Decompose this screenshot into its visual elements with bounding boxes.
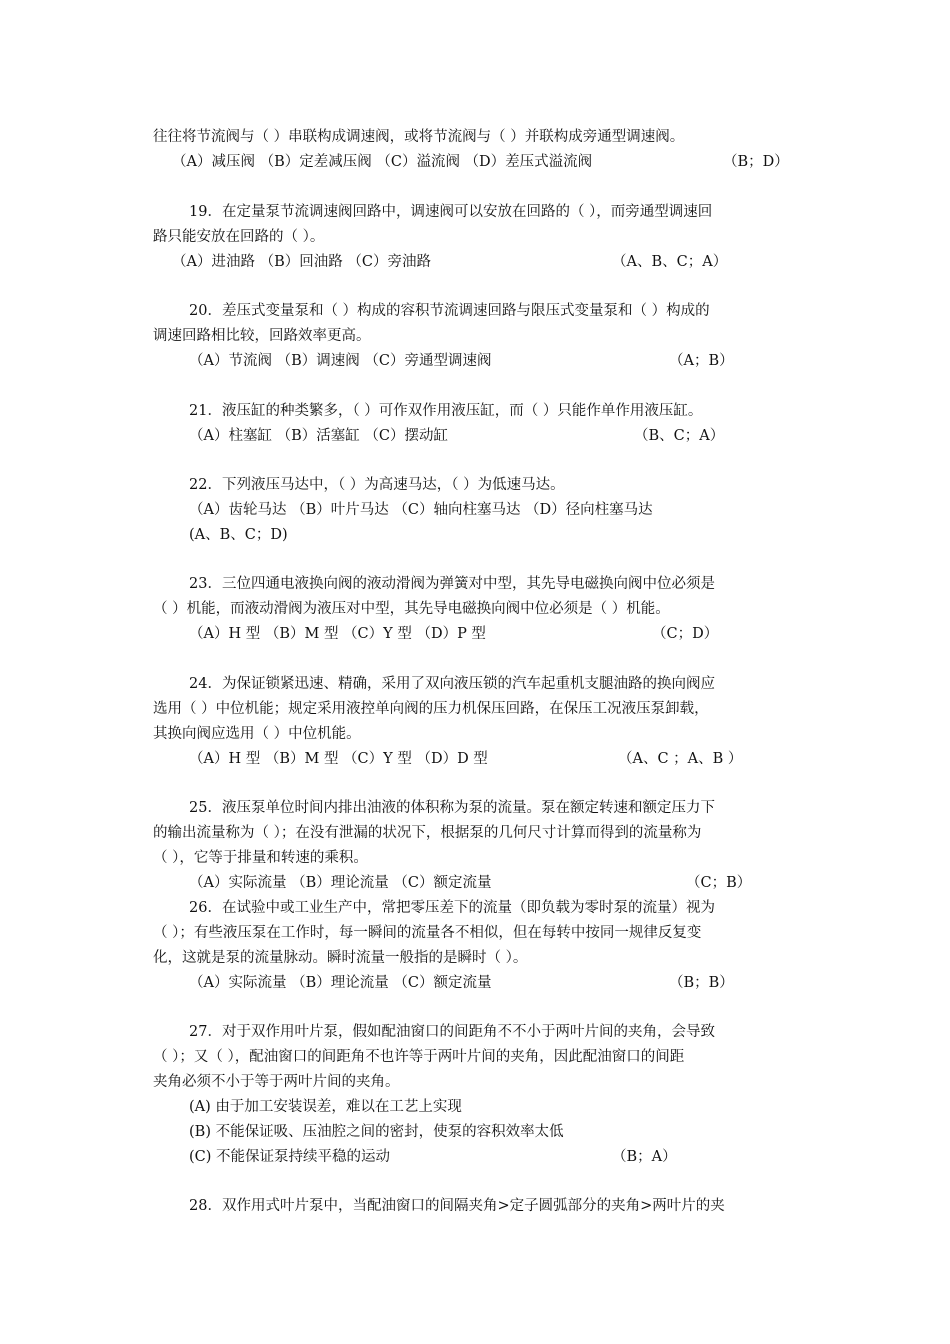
- question-21: 21．液压缸的种类繁多，（ ）可作双作用液压缸，而（ ）只能作单作用液压缸。: [189, 403, 703, 419]
- answer-text: （A；B）: [669, 353, 734, 369]
- text-line: 其换向阀应选用（ ）中位机能。: [153, 726, 361, 742]
- question-22: 22．下列液压马达中，（ ）为高速马达，（ ）为低速马达。: [189, 477, 565, 493]
- answer-text: （A、B、C；A）: [612, 254, 728, 270]
- options-line: （A）H 型 （B）M 型 （C）Y 型 （D）D 型: [189, 751, 488, 767]
- options-line: （A）减压阀 （B）定差减压阀 （C）溢流阀 （D）差压式溢流阀: [172, 154, 593, 170]
- question-28: 28．双作用式叶片泵中，当配油窗口的间隔夹角>定子圆弧部分的夹角>两叶片的夹: [189, 1198, 725, 1214]
- text-line: 夹角必须不小于等于两叶片间的夹角。: [153, 1074, 400, 1090]
- text-line: （ ）；有些液压泵在工作时，每一瞬间的流量各不相似，但在每转中按同一规律反复变: [153, 925, 702, 941]
- question-20: 20．差压式变量泵和（ ）构成的容积节流调速回路与限压式变量泵和（ ）构成的: [189, 303, 710, 319]
- options-line: （A）进油路 （B）回油路 （C）旁油路: [172, 254, 431, 270]
- question-19: 19．在定量泵节流调速阀回路中，调速阀可以安放在回路的（ ），而旁通型调速回: [189, 204, 713, 220]
- text-line: 化，这就是泵的流量脉动。瞬时流量一般指的是瞬时（ ）。: [153, 950, 528, 966]
- answer-text: （B；A）: [612, 1149, 677, 1165]
- text-line: （ ），它等于排量和转速的乘积。: [153, 850, 368, 866]
- options-line: （A）柱塞缸 （B）活塞缸 （C）摆动缸: [189, 428, 448, 444]
- text-line: 的输出流量称为（ ）；在没有泄漏的状况下，根据泵的几何尺寸计算而得到的流量称为: [153, 825, 702, 841]
- answer-text: （C；D）: [652, 626, 719, 642]
- option-a: (A) 由于加工安装误差，难以在工艺上实现: [189, 1099, 462, 1115]
- answer-text: （A、C ；A、B ）: [618, 751, 743, 767]
- question-23: 23．三位四通电液换向阀的液动滑阀为弹簧对中型，其先导电磁换向阀中位必须是: [189, 576, 715, 592]
- options-line: （A）实际流量 （B）理论流量 （C）额定流量: [189, 975, 492, 991]
- answer-text: （B；B）: [669, 975, 734, 991]
- text-line: 调速回路相比较，回路效率更高。: [153, 328, 371, 344]
- text-line: （ ）机能，而液动滑阀为液压对中型，其先导电磁换向阀中位必须是（ ）机能。: [153, 601, 670, 617]
- question-24: 24．为保证锁紧迅速、精确，采用了双向液压锁的汽车起重机支腿油路的换向阀应: [189, 676, 715, 692]
- text-line: 选用（ ）中位机能；规定采用液控单向阀的压力机保压回路，在保压工况液压泵卸载，: [153, 701, 709, 717]
- options-line: （A）H 型 （B）M 型 （C）Y 型 （D）P 型: [189, 626, 486, 642]
- answer-text: （B、C；A）: [634, 428, 725, 444]
- question-26: 26．在试验中或工业生产中，常把零压差下的流量（即负载为零时泵的流量）视为: [189, 900, 715, 916]
- answer-text: （B；D）: [723, 154, 789, 170]
- answer-text: (A、B、C；D): [189, 527, 288, 543]
- question-27: 27．对于双作用叶片泵，假如配油窗口的间距角不不小于两叶片间的夹角，会导致: [189, 1024, 715, 1040]
- options-line: （A）齿轮马达 （B）叶片马达 （C）轴向柱塞马达 （D）径向柱塞马达: [189, 502, 653, 518]
- text-line: （ ）；又（ ），配油窗口的间距角不也许等于两叶片间的夹角，因此配油窗口的间距: [153, 1049, 685, 1065]
- question-25: 25．液压泵单位时间内排出油液的体积称为泵的流量。泵在额定转速和额定压力下: [189, 800, 715, 816]
- option-c: (C) 不能保证泵持续平稳的运动: [189, 1149, 391, 1165]
- answer-text: （C；B）: [686, 875, 752, 891]
- options-line: （A）实际流量 （B）理论流量 （C）额定流量: [189, 875, 492, 891]
- text-line: 路只能安放在回路的（ ）。: [153, 229, 325, 245]
- options-line: （A）节流阀 （B）调速阀 （C）旁通型调速阀: [189, 353, 492, 369]
- text-line: 往往将节流阀与（ ）串联构成调速阀，或将节流阀与（ ）并联构成旁通型调速阀。: [153, 129, 685, 145]
- option-b: (B) 不能保证吸、压油腔之间的密封，使泵的容积效率太低: [189, 1124, 564, 1140]
